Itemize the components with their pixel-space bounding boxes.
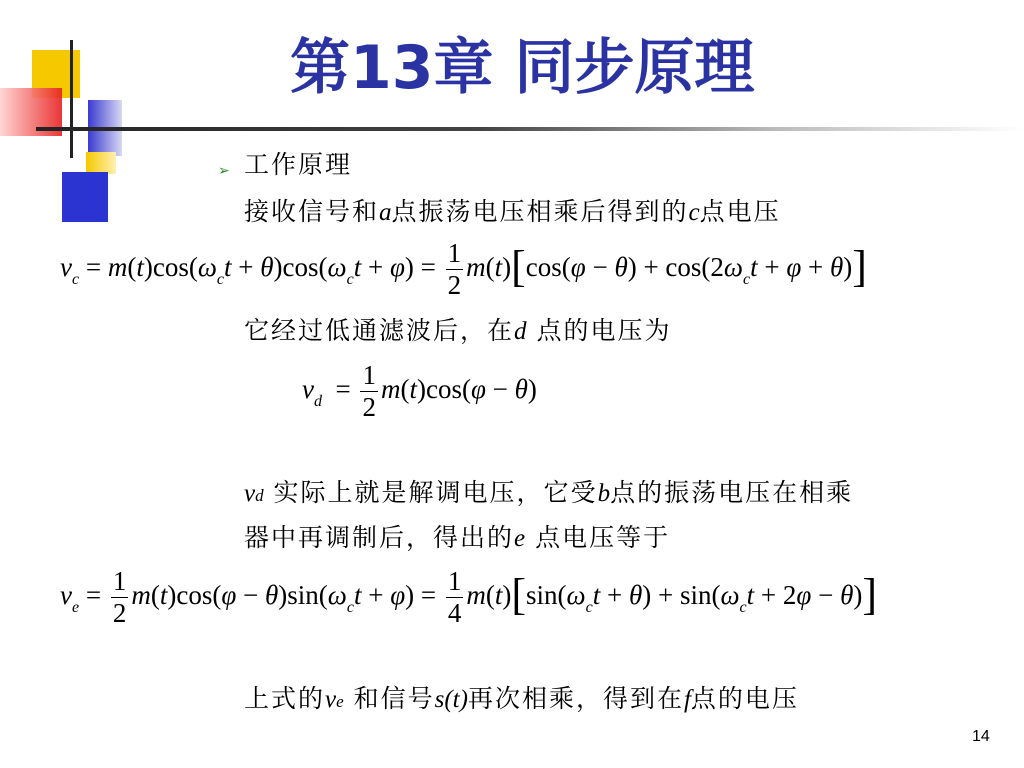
- equation-vc: $v_c = m(t)\cos(\omega_ct + \theta)\cos(\omega_ct + \varphi)$ = $\frac{1}{2}$ $m(t)[\cos(\varphi - \theta) + \cos(2\omega_ct + \varphi + \theta)]$: [60, 238, 867, 301]
- deco-vertical-line: [70, 40, 73, 158]
- bullet-arrow-icon: ➢: [218, 163, 230, 179]
- title-rule: [36, 127, 1024, 131]
- deco-blue-block: [62, 172, 108, 222]
- text-line-3: vd 实际上就是解调电压，它受b点的振荡电压在相乘: [244, 478, 854, 507]
- text-line-1: 接收信号和a点振荡电压相乘后得到的c点电压: [244, 197, 781, 226]
- page-number: 14: [972, 728, 990, 745]
- section-heading: 工作原理: [244, 150, 353, 179]
- text-line-5: 上式的ve 和信号s(t)再次相乘，得到在f点的电压: [244, 684, 799, 713]
- text-line-4: 器中再调制后，得出的e 点电压等于: [244, 523, 671, 552]
- equation-ve: $v_e$ = $\frac{1}{2}$ $m(t)\cos(\varphi - \theta)\sin(\omega_ct + \varphi)$ = $\frac{1}{4}$ $m(t)[\sin(\omega_ct + \theta) + \sin(\omega_ct + 2\varphi - \theta)]$: [60, 566, 877, 629]
- deco-small-yellow: [86, 152, 116, 174]
- page-title: 第13章 同步原理: [290, 33, 755, 103]
- text-line-2: 它经过低通滤波后，在d 点的电压为: [244, 316, 672, 345]
- equation-vd: $v_d$ = $\frac{1}{2}$ m(t)cos(φ − θ): [302, 360, 537, 423]
